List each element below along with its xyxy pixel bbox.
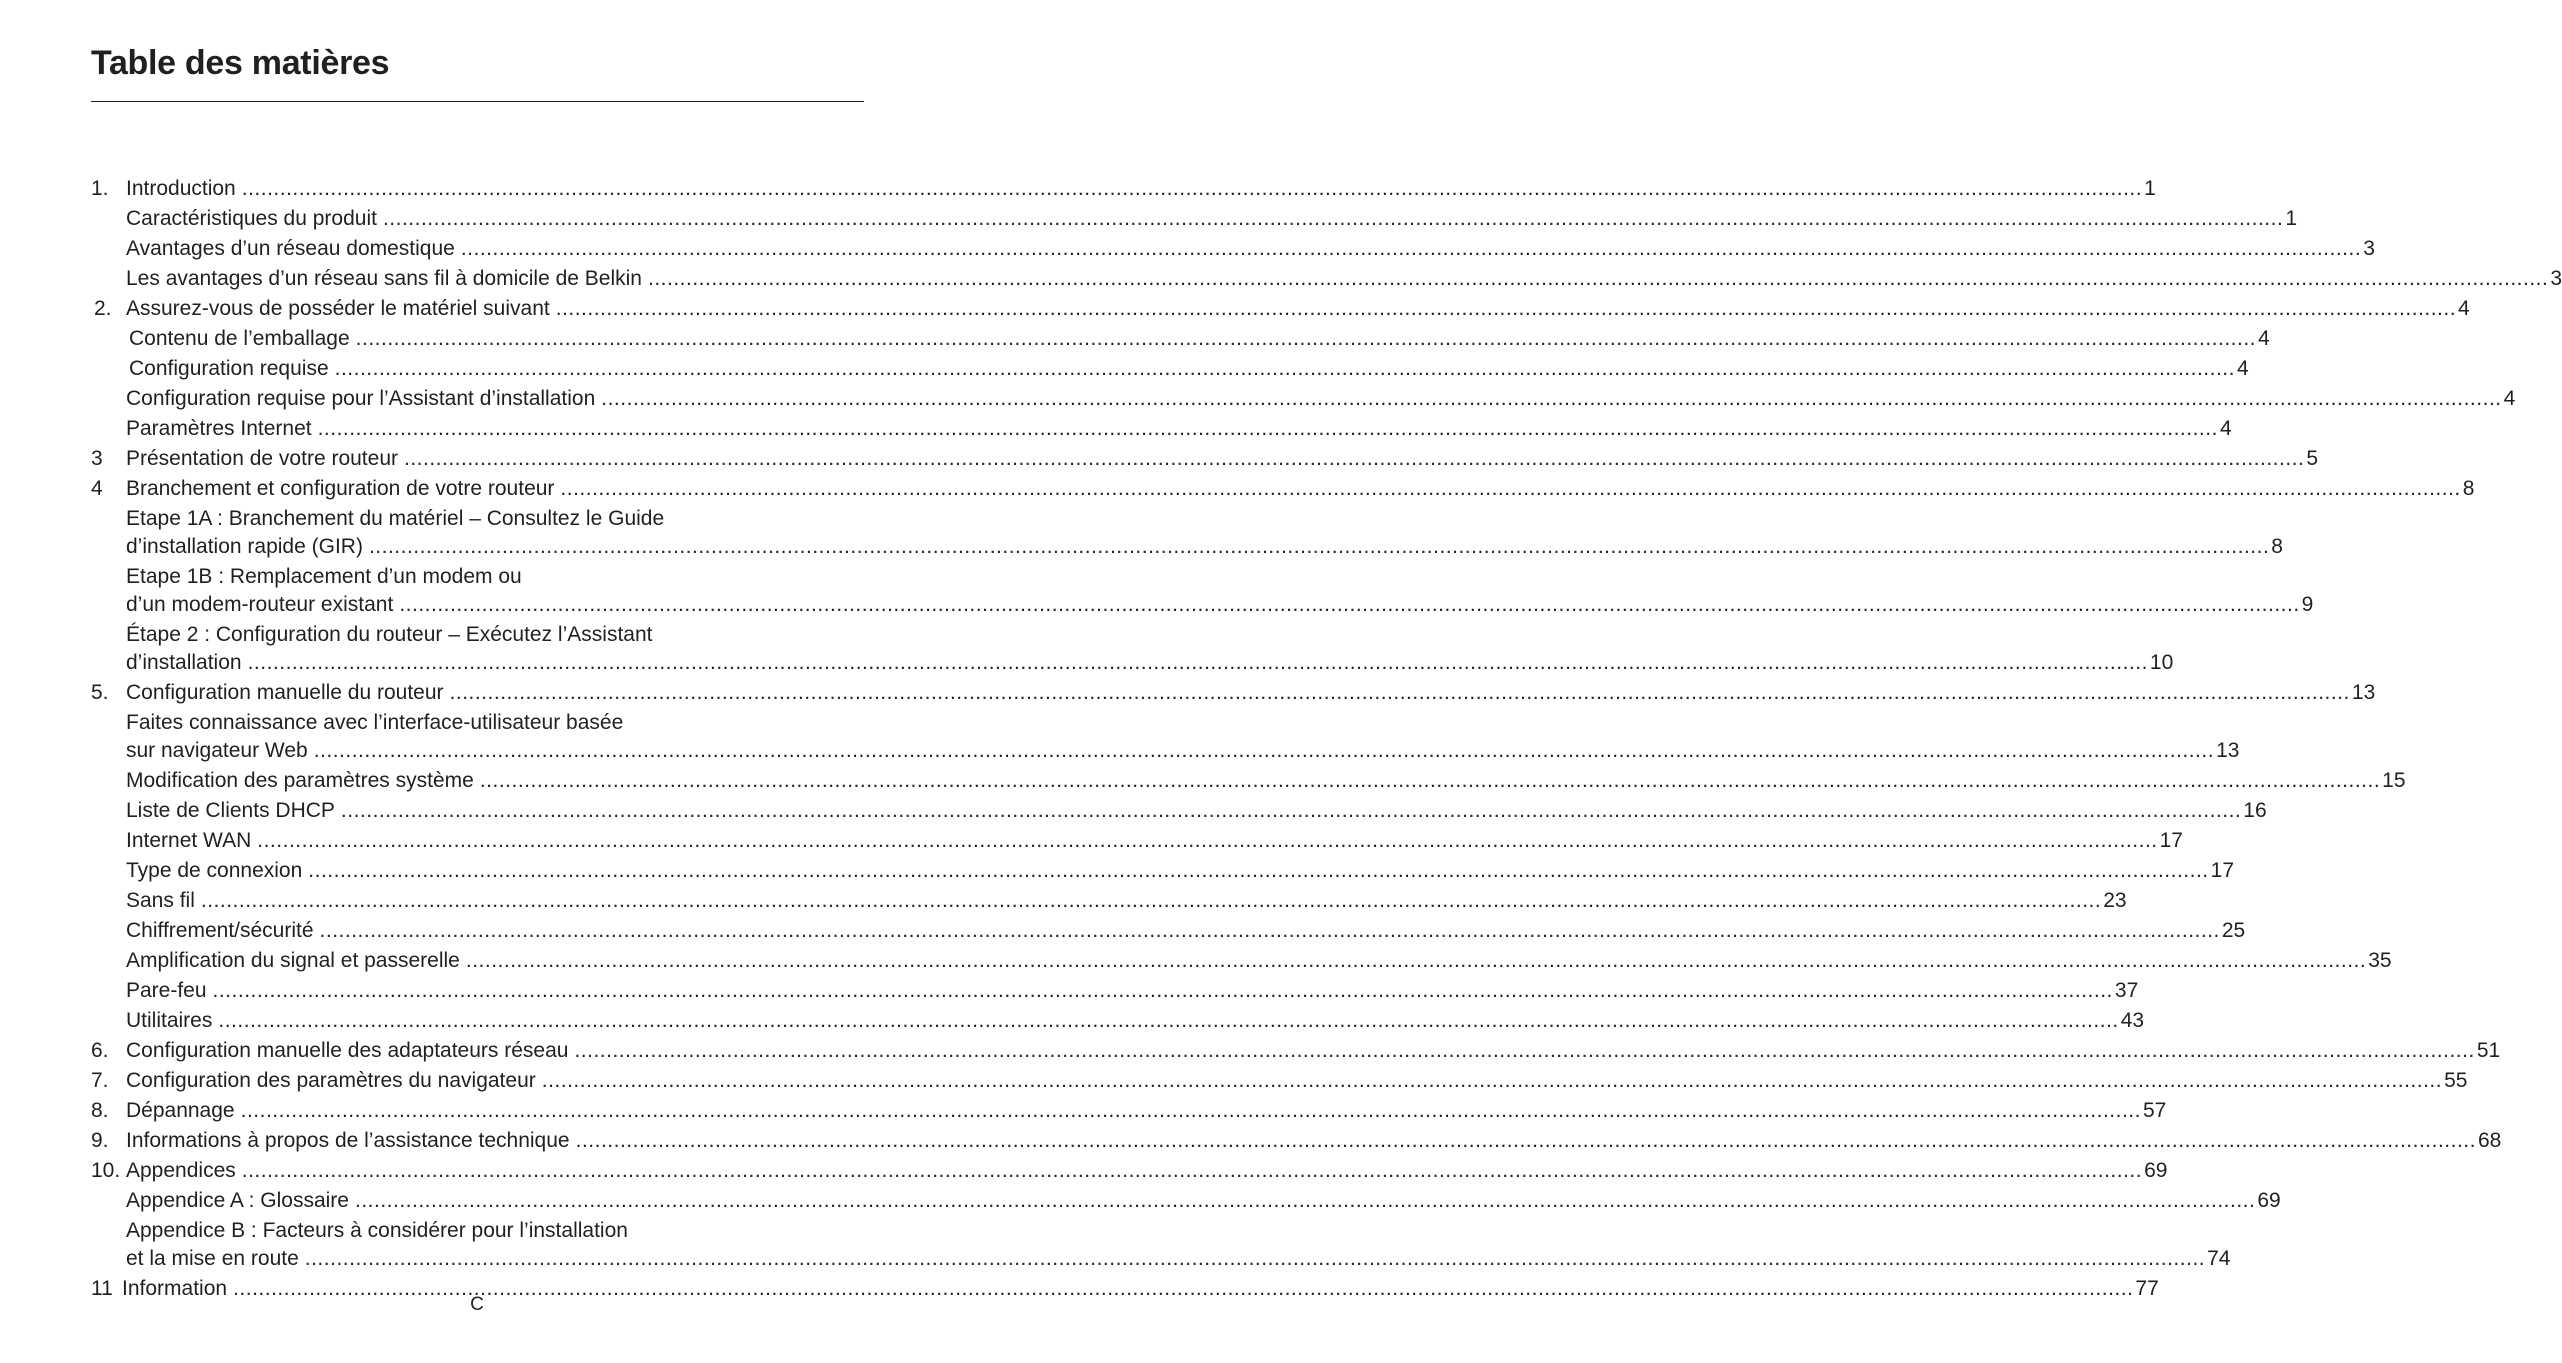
toc-entry-title: Introduction [126,177,236,200]
page-footer: C [470,1294,484,1315]
toc-entry-page: 15 [2382,769,2406,792]
toc-entry[interactable] [91,354,2249,384]
toc-entry-title: Amplification du signal et passerelle [126,949,460,972]
toc-entry-number: 1. [91,177,109,200]
toc-entry[interactable] [91,1186,2281,1216]
dot-leader: ............................................................................................................................................................................................................................................................................................................ [355,327,2256,350]
toc-entry-leader-line [126,678,2376,708]
dot-leader: ............................................................................................................................................................................................................................................................................................................ [399,593,2300,616]
toc-entry-number: 7. [91,1069,109,1092]
toc-entry[interactable] [91,826,2183,856]
toc-entry-number: 6. [91,1039,109,1062]
toc-entry-page: 35 [2368,949,2392,972]
page-title: Table des matières [91,44,390,82]
toc-entry-page: 10 [2149,651,2174,674]
toc-entry[interactable] [91,234,2375,264]
toc-entry-leader-line [126,736,2240,766]
dot-leader: ............................................................................................................................................................................................................................................................................................................ [304,1247,2206,1270]
toc-entry-title: Sans fil [126,889,195,912]
dot-leader: ............................................................................................................................................................................................................................................................................................................ [449,681,2350,704]
dot-leader: ............................................................................................................................................................................................................................................................................................................ [465,949,2367,972]
dot-leader: ............................................................................................................................................................................................................................................................................................................ [313,739,2215,762]
toc-entry-number: 11 [91,1277,113,1300]
toc-entry-page: 8 [2271,535,2283,558]
dot-leader: ............................................................................................................................................................................................................................................................................................................ [574,1039,2475,1062]
toc-entry-title: Assurez-vous de posséder le matériel suivant [126,297,550,320]
toc-entry-title-line1: Etape 1A : Branchement du matériel – Consultez le Guide [126,507,665,530]
toc-entry-leader-line [126,1186,2281,1216]
toc-entry-title: Branchement et configuration de votre routeur [126,477,555,500]
toc-entry-leader-line [129,324,2270,354]
toc-entry-leader-line [126,648,2174,678]
toc-entry-title: Configuration manuelle des adaptateurs réseau [126,1039,569,1062]
toc-entry-leader-line [126,1156,2168,1186]
dot-leader: ............................................................................................................................................................................................................................................................................................................ [233,1277,2134,1300]
toc-entry-page: 25 [2221,919,2246,942]
toc-entry-title: d’installation [126,651,242,674]
dot-leader: ............................................................................................................................................................................................................................................................................................................ [308,859,2209,882]
toc-entry-leader-line [126,234,2375,264]
toc-entry-leader-line [126,264,2562,294]
dot-leader: ............................................................................................................................................................................................................................................................................................................ [241,1159,2143,1182]
toc-entry-page: 13 [2351,681,2376,704]
toc-entry-number: 8. [91,1099,109,1122]
toc-entry-page: 4 [2503,387,2516,410]
toc-entry[interactable] [91,204,2297,234]
toc-entry[interactable] [91,1126,2502,1156]
toc-entry-title: d’un modem-routeur existant [126,593,394,616]
dot-leader: ............................................................................................................................................................................................................................................................................................................ [382,207,2284,230]
toc-entry-title: Appendice A : Glossaire [126,1189,349,1212]
toc-entry[interactable] [91,474,2475,504]
toc-entry-page: 57 [2142,1099,2167,1122]
toc-entry-page: 17 [2159,829,2183,852]
dot-leader: ............................................................................................................................................................................................................................................................................................................ [212,979,2113,1002]
dot-leader: ............................................................................................................................................................................................................................................................................................................ [240,1099,2141,1122]
toc-entry-number: 10. [91,1159,121,1182]
toc-entry-title: Configuration requise pour l’Assistant d’installation [126,387,596,410]
toc-entry-page: 1 [2144,177,2156,200]
toc-entry-leader-line [126,414,2232,444]
toc-entry[interactable] [91,264,2562,294]
toc-entry-leader-line [126,532,2283,562]
toc-entry-title: Chiffrement/sécurité [126,919,314,942]
toc-entry-leader-line [126,1126,2502,1156]
toc-entry-page: 23 [2103,889,2127,912]
toc-entry-title: d’installation rapide (GIR) [126,535,363,558]
toc-entry-leader-line [126,204,2297,234]
toc-entry-title-line1: Etape 1B : Remplacement d’un modem ou [126,565,522,588]
dot-leader: ............................................................................................................................................................................................................................................................................................................ [575,1129,2476,1152]
toc-entry-leader-line [126,1096,2167,1126]
toc-entry-title-line1: Étape 2 : Configuration du routeur – Exécutez l’Assistant [126,623,653,646]
dot-leader: ............................................................................................................................................................................................................................................................................................................ [555,297,2457,320]
dot-leader: ............................................................................................................................................................................................................................................................................................................ [241,177,2143,200]
toc-entry-title: Les avantages d’un réseau sans fil à domicile de Belkin [126,267,642,290]
toc-entry[interactable] [91,294,2470,324]
toc-entry-title: Utilitaires [126,1009,213,1032]
table-of-contents [91,174,2562,1304]
toc-entry-leader-line [126,886,2127,916]
toc-entry[interactable] [91,856,2234,886]
dot-leader: ............................................................................................................................................................................................................................................................................................................ [368,535,2270,558]
toc-entry-page: 4 [2219,417,2232,440]
toc-entry[interactable] [91,444,2319,474]
toc-entry-leader-line [126,976,2139,1006]
toc-entry[interactable] [91,1216,2231,1274]
toc-entry-page: 3 [2550,267,2562,290]
toc-entry-leader-line [126,946,2392,976]
dot-leader: ............................................................................................................................................................................................................................................................................................................ [334,357,2235,380]
toc-entry-leader-line [126,474,2475,504]
toc-entry[interactable] [91,796,2267,826]
toc-entry[interactable] [91,766,2406,796]
toc-entry-page: 43 [2120,1009,2145,1032]
toc-entry-page: 69 [2257,1189,2281,1212]
toc-entry[interactable] [91,1156,2168,1186]
toc-entry-page: 3 [2363,237,2375,260]
toc-entry-page: 77 [2135,1277,2159,1300]
dot-leader: ............................................................................................................................................................................................................................................................................................................ [601,387,2502,410]
dot-leader: ............................................................................................................................................................................................................................................................................................................ [541,1069,2443,1092]
toc-entry-title: Internet WAN [126,829,252,852]
dot-leader: ............................................................................................................................................................................................................................................................................................................ [647,267,2549,290]
toc-entry-leader-line [126,1244,2231,1274]
toc-entry[interactable] [91,174,2156,204]
toc-entry-title: Informations à propos de l’assistance technique [126,1129,570,1152]
toc-entry-page: 13 [2216,739,2240,762]
dot-leader: ............................................................................................................................................................................................................................................................................................................ [200,889,2102,912]
toc-entry-title: Présentation de votre routeur [126,447,398,470]
toc-entry[interactable] [91,562,2314,620]
toc-entry-page: 4 [2458,297,2470,320]
dot-leader: ............................................................................................................................................................................................................................................................................................................ [479,769,2381,792]
toc-entry-title: Dépannage [126,1099,235,1122]
toc-entry-leader-line [126,826,2183,856]
dot-leader: ............................................................................................................................................................................................................................................................................................................ [354,1189,2256,1212]
toc-entry-number: 9. [91,1129,109,1152]
toc-entry-title: Modification des paramètres système [126,769,474,792]
toc-entry-title: Configuration requise [129,357,329,380]
toc-entry-page: 4 [2236,357,2249,380]
toc-entry-title: Contenu de l’emballage [129,327,350,350]
toc-entry-title-line1: Faites connaissance avec l’interface-utilisateur basée [126,711,624,734]
toc-entry-number: 2. [94,297,112,320]
toc-entry-title: Paramètres Internet [126,417,312,440]
toc-entry-page: 9 [2301,593,2314,616]
toc-entry-title: Appendices [126,1159,236,1182]
toc-entry-title: sur navigateur Web [126,739,308,762]
toc-entry-leader-line [126,294,2470,324]
toc-entry-title: Configuration des paramètres du navigateur [126,1069,536,1092]
toc-entry[interactable] [91,324,2270,354]
toc-entry-title-line1: Appendice B : Facteurs à considérer pour l’installation [126,1219,628,1242]
toc-entry-title: Caractéristiques du produit [126,207,377,230]
toc-entry-title: et la mise en route [126,1247,299,1270]
dot-leader: ............................................................................................................................................................................................................................................................................................................ [257,829,2158,852]
toc-entry-title: Type de connexion [126,859,303,882]
toc-entry[interactable] [91,414,2232,444]
toc-entry[interactable] [91,886,2127,916]
toc-entry-number: 5. [91,681,109,704]
dot-leader: ............................................................................................................................................................................................................................................................................................................ [319,919,2220,942]
toc-entry-page: 74 [2207,1247,2231,1270]
toc-entry[interactable] [91,620,2174,678]
toc-entry-page: 16 [2243,799,2267,822]
toc-entry-title: Configuration manuelle du routeur [126,681,444,704]
toc-entry-title: Information [122,1277,228,1300]
toc-entry[interactable] [91,1066,2468,1096]
toc-entry-leader-line [129,354,2249,384]
toc-entry-number: 4 [91,477,103,500]
toc-entry-page: 17 [2210,859,2234,882]
toc-entry-page: 37 [2114,979,2139,1002]
dot-leader: ............................................................................................................................................................................................................................................................................................................ [218,1009,2119,1032]
toc-entry[interactable] [91,946,2392,976]
toc-entry-title: Pare-feu [126,979,207,1002]
dot-leader: ............................................................................................................................................................................................................................................................................................................ [460,237,2362,260]
dot-leader: ............................................................................................................................................................................................................................................................................................................ [404,447,2305,470]
toc-entry-leader-line [126,1006,2145,1036]
dot-leader: ............................................................................................................................................................................................................................................................................................................ [560,477,2461,500]
toc-entry-page: 8 [2462,477,2475,500]
toc-entry[interactable] [91,1006,2145,1036]
toc-entry[interactable] [91,1036,2501,1066]
toc-entry[interactable] [91,678,2376,708]
toc-entry-page: 55 [2444,1069,2468,1092]
toc-entry[interactable] [91,976,2139,1006]
toc-entry-leader-line [126,856,2234,886]
toc-entry-leader-line [126,766,2406,796]
toc-entry-leader-line [126,1066,2468,1096]
dot-leader: ............................................................................................................................................................................................................................................................................................................ [247,651,2148,674]
toc-entry-number: 3 [91,447,103,470]
toc-entry-leader-line [126,796,2267,826]
toc-entry-page: 68 [2477,1129,2502,1152]
toc-entry-page: 51 [2476,1039,2501,1062]
toc-entry-page: 4 [2258,327,2270,350]
toc-entry[interactable] [91,504,2283,562]
dot-leader: ............................................................................................................................................................................................................................................................................................................ [340,799,2242,822]
toc-entry[interactable] [91,916,2246,946]
toc-entry-leader-line [126,916,2246,946]
toc-entry-leader-line [126,590,2314,620]
title-divider [91,101,864,102]
toc-entry[interactable] [91,1096,2167,1126]
toc-entry[interactable] [91,708,2240,766]
toc-entry-page: 1 [2285,207,2297,230]
toc-entry-title: Avantages d’un réseau domestique [126,237,455,260]
toc-entry-page: 5 [2306,447,2319,470]
toc-entry-leader-line [126,1036,2501,1066]
toc-entry-page: 69 [2144,1159,2168,1182]
dot-leader: ............................................................................................................................................................................................................................................................................................................ [317,417,2218,440]
toc-entry-title: Liste de Clients DHCP [126,799,335,822]
toc-entry-leader-line [126,384,2516,414]
toc-entry-leader-line [126,174,2156,204]
toc-entry[interactable] [91,384,2516,414]
toc-entry-leader-line [126,444,2319,474]
